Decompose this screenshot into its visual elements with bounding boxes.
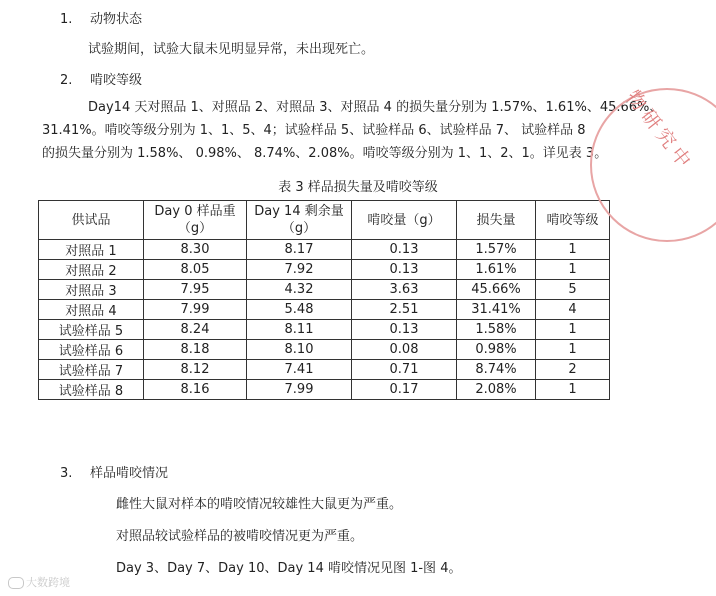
header-sample: 供试品 bbox=[39, 201, 144, 240]
section-2-number: 2. bbox=[60, 73, 73, 88]
paragraph-line: 的损失量分别为 1.58%、 0.98%、 8.74%、2.08%。啃咬等级分别为 1、1、2、1。详见表 3。 bbox=[42, 146, 608, 161]
header-bite-amount: 啃咬量（g） bbox=[352, 201, 457, 240]
cell-day14-remaining: 5.48 bbox=[247, 300, 352, 320]
cell-bite-amount: 0.17 bbox=[352, 380, 457, 400]
cell-bite-grade: 5 bbox=[536, 280, 610, 300]
cell-loss: 45.66% bbox=[457, 280, 536, 300]
section-3-line: Day 3、Day 7、Day 10、Day 14 啃咬情况见图 1-图 4。 bbox=[116, 561, 462, 576]
cell-bite-amount: 2.51 bbox=[352, 300, 457, 320]
table-row bbox=[39, 300, 610, 320]
cell-day14-remaining: 4.32 bbox=[247, 280, 352, 300]
cell-bite-amount: 0.13 bbox=[352, 320, 457, 340]
table-row bbox=[39, 320, 610, 340]
cell-day0-weight: 7.95 bbox=[144, 280, 247, 300]
header-loss: 损失量 bbox=[457, 201, 536, 240]
cell-bite-grade: 1 bbox=[536, 380, 610, 400]
cell-loss: 8.74% bbox=[457, 360, 536, 380]
paragraph-line: Day14 天对照品 1、对照品 2、对照品 3、对照品 4 的损失量分别为 1.57%、1.61%、45.66%、 bbox=[88, 100, 663, 115]
section-3-line: 雌性大鼠对样本的啃咬情况较雄性大鼠更为严重。 bbox=[116, 497, 403, 512]
cell-bite-amount: 0.13 bbox=[352, 260, 457, 280]
cell-sample: 对照品 4 bbox=[39, 300, 144, 320]
cell-day0-weight: 8.24 bbox=[144, 320, 247, 340]
cell-day0-weight: 8.18 bbox=[144, 340, 247, 360]
section-3-number: 3. bbox=[60, 466, 73, 481]
section-1-body: 试验期间，试验大鼠未见明显异常，未出现死亡。 bbox=[88, 42, 375, 57]
cell-day14-remaining: 7.92 bbox=[247, 260, 352, 280]
table-row bbox=[39, 360, 610, 380]
cell-bite-grade: 4 bbox=[536, 300, 610, 320]
header-day0-weight: Day 0 样品重（g） bbox=[144, 201, 247, 240]
cell-bite-amount: 0.13 bbox=[352, 240, 457, 260]
paragraph-line: 31.41%。啃咬等级分别为 1、1、5、4；试验样品 5、试验样品 6、试验样品 7、 试验样品 8 bbox=[42, 123, 586, 138]
watermark-logo-icon bbox=[8, 577, 24, 589]
section-1-title: 动物状态 bbox=[90, 12, 143, 27]
cell-sample: 试验样品 6 bbox=[39, 340, 144, 360]
cell-bite-grade: 2 bbox=[536, 360, 610, 380]
cell-day14-remaining: 7.41 bbox=[247, 360, 352, 380]
cell-loss: 31.41% bbox=[457, 300, 536, 320]
cell-bite-grade: 1 bbox=[536, 240, 610, 260]
cell-loss: 0.98% bbox=[457, 340, 536, 360]
cell-sample: 试验样品 8 bbox=[39, 380, 144, 400]
cell-bite-grade: 1 bbox=[536, 320, 610, 340]
section-3-line: 对照品较试验样品的被啃咬情况更为严重。 bbox=[116, 529, 364, 544]
watermark-text: 大数跨境 bbox=[26, 576, 70, 589]
cell-day14-remaining: 7.99 bbox=[247, 380, 352, 400]
cell-bite-amount: 3.63 bbox=[352, 280, 457, 300]
cell-bite-grade: 1 bbox=[536, 340, 610, 360]
cell-sample: 试验样品 5 bbox=[39, 320, 144, 340]
table-row bbox=[39, 280, 610, 300]
cell-bite-amount: 0.08 bbox=[352, 340, 457, 360]
cell-day14-remaining: 8.11 bbox=[247, 320, 352, 340]
sample-loss-table bbox=[38, 200, 610, 400]
cell-loss: 1.61% bbox=[457, 260, 536, 280]
table-header-row bbox=[39, 201, 610, 240]
watermark bbox=[8, 574, 70, 590]
cell-sample: 对照品 1 bbox=[39, 240, 144, 260]
table-row bbox=[39, 260, 610, 280]
section-2-heading bbox=[60, 69, 142, 88]
seal-text: 物研究中 bbox=[621, 86, 698, 176]
cell-bite-amount: 0.71 bbox=[352, 360, 457, 380]
cell-day0-weight: 8.12 bbox=[144, 360, 247, 380]
header-bite-grade: 啃咬等级 bbox=[536, 201, 610, 240]
table-row bbox=[39, 240, 610, 260]
section-3-heading bbox=[60, 462, 168, 481]
header-day14-remaining: Day 14 剩余量（g） bbox=[247, 201, 352, 240]
cell-day0-weight: 8.16 bbox=[144, 380, 247, 400]
cell-day0-weight: 8.30 bbox=[144, 240, 247, 260]
section-2-title: 啃咬等级 bbox=[90, 73, 143, 88]
cell-day0-weight: 8.05 bbox=[144, 260, 247, 280]
section-1-heading bbox=[60, 8, 142, 27]
cell-sample: 试验样品 7 bbox=[39, 360, 144, 380]
cell-day14-remaining: 8.17 bbox=[247, 240, 352, 260]
table-row bbox=[39, 340, 610, 360]
cell-sample: 对照品 3 bbox=[39, 280, 144, 300]
cell-bite-grade: 1 bbox=[536, 260, 610, 280]
cell-loss: 1.57% bbox=[457, 240, 536, 260]
cell-day14-remaining: 8.10 bbox=[247, 340, 352, 360]
section-1-number: 1. bbox=[60, 12, 73, 27]
section-2-paragraph bbox=[42, 96, 672, 165]
cell-day0-weight: 7.99 bbox=[144, 300, 247, 320]
table-row bbox=[39, 380, 610, 400]
table-caption: 表 3 样品损失量及啃咬等级 bbox=[278, 180, 438, 195]
cell-loss: 1.58% bbox=[457, 320, 536, 340]
cell-loss: 2.08% bbox=[457, 380, 536, 400]
cell-sample: 对照品 2 bbox=[39, 260, 144, 280]
section-3-title: 样品啃咬情况 bbox=[90, 466, 169, 481]
